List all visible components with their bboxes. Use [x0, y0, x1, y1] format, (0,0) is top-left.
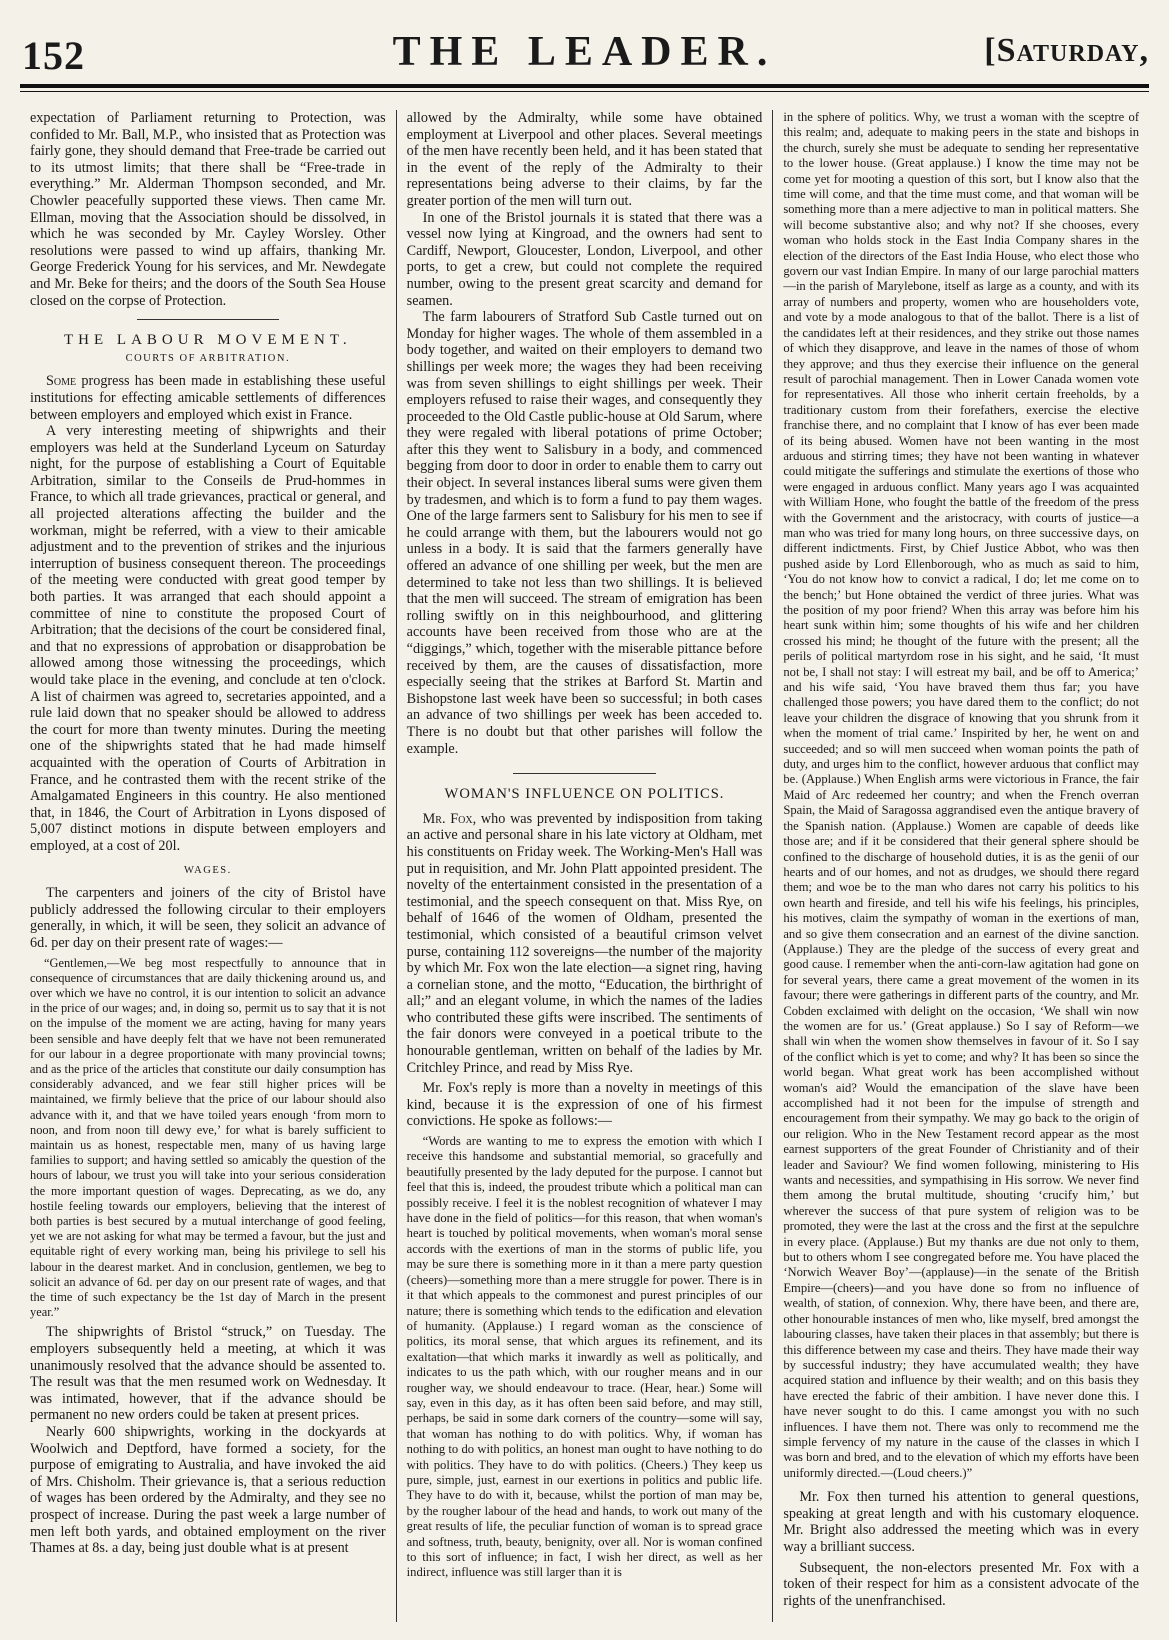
fox-paragraph-1 — [407, 811, 763, 1077]
masthead-rule-thick — [20, 84, 1149, 88]
farm-labourers-paragraph: The farm labourers of Stratford Sub Castle turned out on Monday for higher wages. The whole of them assembled in a body together, and waited on their employers to demand two shillings per week more; the wages they had been receiving was from seven shillings to eight shillings per week. Their employers refused to raise their wages, and consequently they proceeded to the Old Castle public-house at Old Sarum, where they were regaled with liberal potations of prime October; after this they went to Salisbury in a body, and commenced begging from door to door in order to enable them to carry out their object. In several instances liberal sums were given them by tradesmen, and which is to form a fund to pay them wages. One of the large farmers sent to Salisbury for his men to see if he could arrange with them, but the labourers would not go unless in a body. It is said that the farmers generally have offered an advance of one shilling per week, but the men are determined to take not less than two shillings. It is believed that the men will succeed. The stream of emigration has been rolling swiftly on in this neighbourhood, and glittering accounts have been received from those who are at the “diggings,” which, together with the miserable pittance before received by them, are the causes of dissatisfaction, more especially seeing that the strikes at Barford St. Martin and Bishopstone last week have been so successful; in both cases an advance of two shillings per week has been acceded to. There is no doubt but that other parishes will follow the example. — [406, 309, 763, 757]
closing-paragraph-1: Mr. Fox then turned his attention to general questions, speaking at great length and with his customary eloquence. Mr. Bright also addressed the meeting which was in every way a brilliant success. — [783, 1489, 1140, 1555]
section-divider — [513, 773, 655, 774]
newspaper-title: THE LEADER. — [392, 29, 777, 75]
page-number: 152 — [22, 33, 85, 78]
courts-paragraph-1-text: progress has been made in establishing these useful institutions for effecting amicable settlements of differences between employers and employed which exist in France. — [30, 373, 386, 423]
column-1 — [20, 110, 396, 1622]
fox-speech-part-1: “Words are wanting to me to express the emotion with which I receive this handsome and substantial memorial, so gracefully and beautifully presented by the lady deputed for the purpose. I cannot but feel that this is, indeed, the proudest tribute which a political man can possibly receive. I feel it is the noblest recognition of whatever I may have done in the field of politics—for this reason, that when woman's heart is touched by political movements, when woman's moral sense accords with the exertions of man in the storms of public life, you may be sure there is something more in it than a mere party question (cheers)—something more than a mere struggle for power. There is in it that which appeals to the commonest and purest principles of our nature; there is something which tends to the edification and elevation of humanity. (Applause.) I regard woman as the conscience of politics, its moral sense, that which argues its refinement, and its exaltation—that which marks it inwardly as well as politically, and indicates to us the path which, with our rougher means and in our rougher way, we should endeavour to trace. (Hear, hear.) Some will say, even in this day, as it has often been said before, and may still, perhaps, be said in some dark corners of the country—some will say, that woman has nothing to do with politics. Why, if woman has nothing to do with politics, an honest man ought to have nothing to do with politics. They have to do with politics. (Cheers.) They keep us pure, simple, just, earnest in our exertions in politics and public life. They have to do with it, because, whilst the portion of man may be, by the rougher labour of the head and hands, to work out many of the great results of life, the peculiar function of woman is to spread grace and softness, truth, beauty, benignity, over all. Nor is woman confined to this sort of influence; in fact, I wish her direct, as well as her indirect, influence was still larger than it is — [406, 1134, 763, 1580]
fox-paragraph-2: Mr. Fox's reply is more than a novelty in meetings of this kind, because it is the expression of one of his firmest convictions. He spoke as follows:— — [406, 1080, 763, 1130]
fox-paragraph-1-text: , who was prevented by indisposition from taking an active and personal share in his late victory at Oldham, met his constituents on Friday week. The Working-Men's Hall was put in requisition, and Mr. John Platt appointed president. The novelty of the entertainment consisted in the presentation of a testimonial, and the speech consequent on that. Miss Rye, on behalf of 1646 of the women of Oldham, presented the testimonial, which consisted of a beautiful crimson velvet purse, containing 112 sovereigns—the number of the majority by which Mr. Fox won the late election—a signet ring, having a cornelian stone, and the motto, “Education, the birthright of all;” and an elegant volume, in which the names of the ladies who contributed these gifts were inscribed. The sentiments of the fair donors were conveyed in a poetical tribute to the honourable gentleman, written on behalf of the ladies by Mr. Critchley Prince, and read by Miss Rye. — [406, 810, 763, 1076]
protection-article-end: expectation of Parliament returning to Protection, was confided to Mr. Ball, M.P., who insisted that as Protection was fairly gone, they should demand that Free-trade be carried out to its utmost limits; that there shall be “Free-trade in everything.” Mr. Alderman Thompson seconded, and Mr. Chowler peacefully supported these views. Then came Mr. Ellman, moving that the Association should be dissolved, in which he was seconded by Mr. Cayley Worsley. Other resolutions were passed to wind up affairs, thanking Mr. George Frederick Young for his services, and Mr. Newdegate and Mr. Beke for theirs; and the doors of the South Sea House closed on the corpse of Protection. — [30, 110, 386, 309]
column-2 — [396, 110, 773, 1622]
section-divider — [137, 319, 279, 320]
wages-paragraph-2: The shipwrights of Bristol “struck,” on Tuesday. The employers subsequently held a meeting, at which it was unanimously resolved that the advance should be assented to. The result was that the men resumed work on Wednesday. It was intimated, however, that if the advance should be permanent no new orders could be taken at present prices. — [30, 1324, 386, 1424]
wages-subheading: WAGES. — [183, 864, 232, 876]
closing-paragraph-2: Subsequent, the non-electors presented Mr. Fox with a token of their respect for him as a consistent advocate of the rights of the unenfranchised. — [783, 1559, 1140, 1609]
masthead — [20, 20, 1149, 82]
lead-word: Mr. Fox — [422, 810, 473, 827]
womans-influence-heading: WOMAN'S INFLUENCE ON POLITICS. — [444, 786, 725, 803]
wages-paragraph-3: Nearly 600 shipwrights, working in the dockyards at Woolwich and Deptford, have formed a society, for the purpose of emigrating to Australia, and have invoked the aid of Mrs. Chisholm. Their grievance is, that a serious reduction of wages has been ordered by the Admiralty, and they see no prospect of increase. During the past week a large number of men left both yards, and obtained employment on the river Thames at 8s. a day, being just double what is at present — [30, 1423, 386, 1557]
courts-paragraph-2: A very interesting meeting of shipwrights and their employers was held at the Sunderland Lyceum on Saturday night, for the purpose of establishing a Court of Equitable Arbitration, similar to the Conseils de Prud-hommes in France, to which all trade grievances, practical or general, and all projected alterations affecting the builder and the workman, might be referred, with a view to their amicable adjustment and to the prevention of strikes and the injurious interruption of business consequent thereon. The proceedings of the meeting were conducted with great good temper by both parties. It was arranged that each should appoint a committee of nine to constitute the proposed Court of Arbitration; that the decisions of the court be considered final, and that no expressions of approbation or disapprobation be allowed among those witnessing the proceedings, which would take place in the evening, and conclude at ten o'clock. A list of chairmen was agreed to, secretaries appointed, and a rule laid down that no speaker should be allowed to address the court for more than twenty minutes. During the meeting one of the shipwrights stated that he had made himself acquainted with the operation of Courts of Arbitration in France, and he contrasted them with the recent strike of the Amalgamated Engineers in this country. He also mentioned that, in 1846, the Court of Arbitration in Lyons disposed of 5,007 distinct motions in dispute between employers and employed, at a cost of 20l. — [30, 423, 386, 854]
fox-speech-part-2: in the sphere of politics. Why, we trust a woman with the sceptre of this realm; and, adequate to making peers in the state and bishops in the church, surely she must be adequate to sending her representative to the lower house. (Great applause.) I know the time may not be come yet for mooting a question of this sort, but I know also that the time will come, and that the time must come, and that woman will be something more than a mere adjective to man in political matters. She will become substantive also; and why not? If she chooses, every woman who holds stock in the East India Company shares in the election of the directors of the East India House, who elect those who govern our vast Indian Empire. In many of our large parochial matters—in the parish of Marylebone, itself as large as a county, and with its array of numbers and property, women who are householders vote, and vote by a mode analogous to that of the ballot. There is a list of the candidates left at their residences, and they strike out those names of which they disapprove, and leave in the names of those of whom they approve; and thus they exercise their influence on the general result of parochial management. Then in Lower Canada women vote for representatives. All those who inherit certain freeholds, by a traditionary custom from their forefathers, exercise the elective franchise there, and no complaint that I know of has ever been made of its being abused. Women have not been wanting in the most arduous and stirring times; they have not been wanting in whatever could mitigate the sufferings and stimulate the exertions of those who were engaged in arduous conflict. Many years ago I was acquainted with William Hone, who fought the battle of the freedom of the press with the Government and the aristocracy, with courts of justice—a man who was tried for many long hours, on three successive days, on different indictments. First, by Chief Justice Abbot, who was then pushed aside by Lord Ellenborough, who as much as said to him, ‘You do not know how to convict a radical, I do; let me come on to the bench;’ but Hone obtained the verdict of three juries. What was the position of my poor friend? When this array was before him his heart sunk within him; some thoughts of his wife and her children crossed his mind; he thought of the future with the present; all the perils of political martyrdom rose in his sight, and he said, ‘It must not be, I shall not stay: I will estreat my bail, and be off to America;’ and his wife said, ‘You have braved them thus far; you have challenged those powers; you have dared them to the conflict; do not leave your children the disgrace of knowing that you shrunk from it when the moment of trial came.’ Inspirited by her, he went on and succeeded; and so will men succeed when woman points the path of duty, and urges him to the conflict, however arduous that conflict may be. (Applause.) When English arms were victorious in France, the fair Maid of Arc redeemed her country; and when the French overran Spain, the Maid of Saragossa aggrandised even the antique bravery of the Spanish nation. (Applause.) Women are capable of deeds like those are; and if it be considered that their general sphere should be confined to the discharge of household duties, it is as the genii of our hearts and of our homes, and not as drudges, we should there regard them; and woe be to the man who dares not carry his politics to his own hearth and fireside, and tell his wife his feelings, his principles, his motives, claim the sympathy of woman in the exertions of man, and so give them consecration and an earnest of the divine sanction. (Applause.) They are the pledge of the success of every great and good cause. I remember when the anti-corn-law agitation had gone on for several years, there came a great movement of the women in its favour; there were gatherings in different parts of the country, and Mr. Cobden exclaimed with delight on the occasion, ‘We shall win now the women are for us.’ (Great applause.) So I say of Reform—we shall win when the women show themselves in favour of it. So I say of the conflict which is yet to come; and why? It has been so since the world began. What great work has been accomplished without woman's aid? Would the emancipation of the slave have been accomplished had it not been for the impulse of strength and encouragement from their sympathy. We may go back to the origin of our religion. Who in the New Testament record appear as the most earnest supporters of the great Founder of Christianity and of their leader and Saviour? We find women following, ministering to His wants and necessities, and sympathising in His sorrow. We never find them among the brutal multitude, shouting ‘crucify him,’ but wherever the success of that pure system of religion was to be promoted, they were the last at the cross and the first at the sepulchre in every place. (Applause.) But my thanks are due not only to them, but to others whom I see congregated before me. You have placed the ‘Norwich Weaver Boy’—(applause)—in the senate of the British Empire—(cheers)—and you have done so from no influence of wealth, of station, of connexion. Why, there have been, and there are, other honourable instances of men who, like myself, bred amongst the labouring classes, have taken their places in that assembly; but there is this difference between my case and theirs. They have made their way by successful industry; they have accumulated wealth; they have acquired station and influence by their wealth; and on this basis they have erected the fabric of their ambition. I have never done this. I have never sought to do this. I came amongst you with no such influences. I have them not. There was only to recommend me the simple fervency of my nature in the cause of the classes in which I was born and bred, and to the elevation of which my efforts have been uniformly directed.—(Loud cheers.)” — [783, 110, 1140, 1480]
wages-paragraph-1: The carpenters and joiners of the city of Bristol have publicly addressed the following circular to their employers generally, in which, it will be seen, they solicit an advance of 6d. per day on their present rate of wages:— — [30, 885, 386, 951]
carpenters-circular: “Gentlemen,—We beg most respectfully to announce that in consequence of circumstances that are daily thickening around us, and over which we have no control, it is our intention to solicit an advance in the price of our wages; and, in doing so, permit us to say that it is not on the impulse of the moment we are acting, having for many years been sensible and have deeply felt that we have not been remunerated for our labour in a degree proportionate with many provincial towns; and as the price of the articles that constitute our daily consumption has considerably advanced, and we fear still higher prices will be maintained, we firmly believe that the price of our labour should also advance with it, and that we have toiled years enough ‘from morn to noon, and from noon till dewy eve,’ for what is barely sufficient to maintain us as honest, respectable men, many of us having large families to support; and having settled so amicably the question of the hours of labour, we trust you will take into your serious consideration the more important question of wages. Deprecating, as we do, any hostile feeling towards our employers, believing that the interest of both parties is best secured by a mutual interchange of good feeling, yet we are not asking for what may be termed a favour, but the just and equitable right of every working man, being his privilege to sell his labour in the dearest market. And in conclusion, gentlemen, we beg to solicit an advance of 6d. per day on our present rate of wages, and that the time of such expectancy be the 1st day of March in the present year.” — [30, 955, 386, 1320]
courts-of-arbitration-subheading: COURTS OF ARBITRATION. — [125, 352, 291, 364]
labour-movement-heading: THE LABOUR MOVEMENT. — [64, 332, 352, 349]
column-3 — [772, 110, 1149, 1622]
admiralty-paragraph: allowed by the Admiralty, while some have obtained employment at Liverpool and other places. Several meetings of the men have recently been held, and it has been stated that in the event of the reply of the Admiralty to their representations being adverse to their claims, by far the greater portion of the men will turn out. — [406, 110, 763, 209]
lead-word: Some — [46, 373, 77, 390]
newspaper-page — [20, 0, 1149, 1636]
bristol-paragraph: In one of the Bristol journals it is stated that there was a vessel now lying at Kingroad, and the owners had sent to Cardiff, Newport, Gloucester, London, Liverpool, and other ports, to get a crew, but could not complete the required number, owing to the present great scarcity and demand for seamen. — [406, 209, 763, 309]
courts-paragraph-1 — [30, 373, 386, 423]
issue-day: [Saturday, — [984, 32, 1149, 69]
article-columns — [20, 110, 1149, 1622]
masthead-rule-thin — [20, 91, 1149, 92]
